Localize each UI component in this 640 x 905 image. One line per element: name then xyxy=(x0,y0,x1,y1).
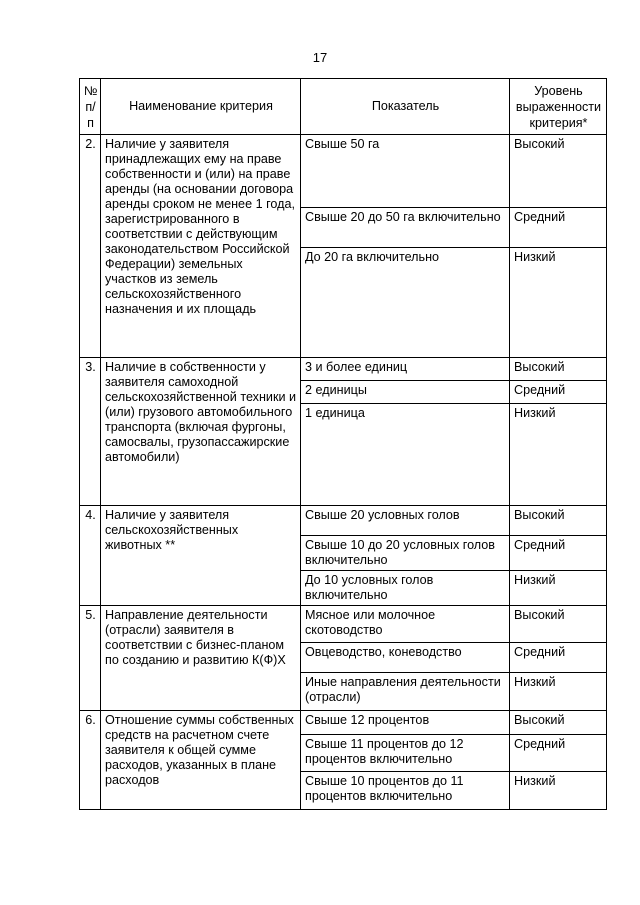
indicator-cell: Иные направления деятельности (отрасли) xyxy=(301,673,510,711)
criterion-name: Наличие в собственности у заявителя самоходной сельскохозяйственной техники и (или) грузового автомобильного транспорта (включая фургоны, самосвалы, грузопассажирские автомобили) xyxy=(101,358,301,506)
header-number: № п/п xyxy=(80,79,101,135)
indicator-cell: 2 единицы xyxy=(301,381,510,404)
row-number: 3. xyxy=(80,358,101,506)
level-cell: Средний xyxy=(510,643,607,673)
row-number: 6. xyxy=(80,711,101,810)
table-row xyxy=(80,135,607,208)
level-cell: Низкий xyxy=(510,404,607,506)
level-cell: Средний xyxy=(510,536,607,571)
level-cell: Средний xyxy=(510,208,607,248)
criterion-name: Отношение суммы собственных средств на расчетном счете заявителя к общей сумме расходов, указанных в плане расходов xyxy=(101,711,301,810)
level-cell: Низкий xyxy=(510,571,607,606)
indicator-cell: Свыше 11 процентов до 12 процентов включительно xyxy=(301,735,510,772)
level-cell: Средний xyxy=(510,381,607,404)
indicator-cell: Овцеводство, коневодство xyxy=(301,643,510,673)
indicator-cell: Свыше 20 условных голов xyxy=(301,506,510,536)
page-number: 17 xyxy=(312,50,328,65)
level-cell: Высокий xyxy=(510,506,607,536)
level-cell: Низкий xyxy=(510,248,607,358)
row-number: 2. xyxy=(80,135,101,358)
indicator-cell: Свыше 12 процентов xyxy=(301,711,510,735)
table-row xyxy=(80,606,607,643)
indicator-cell: 3 и более единиц xyxy=(301,358,510,381)
level-cell: Высокий xyxy=(510,358,607,381)
header-indicator: Показатель xyxy=(301,79,510,135)
indicator-cell: До 20 га включительно xyxy=(301,248,510,358)
row-number: 4. xyxy=(80,506,101,606)
indicator-cell: Свыше 50 га xyxy=(301,135,510,208)
table-header-row xyxy=(80,79,607,135)
table-row xyxy=(80,358,607,381)
level-cell: Высокий xyxy=(510,606,607,643)
level-cell: Средний xyxy=(510,735,607,772)
indicator-cell: Свыше 20 до 50 га включительно xyxy=(301,208,510,248)
indicator-cell: Свыше 10 до 20 условных голов включительно xyxy=(301,536,510,571)
level-cell: Высокий xyxy=(510,135,607,208)
indicator-cell: 1 единица xyxy=(301,404,510,506)
level-cell: Низкий xyxy=(510,673,607,711)
level-cell: Высокий xyxy=(510,711,607,735)
level-cell: Низкий xyxy=(510,772,607,810)
indicator-cell: До 10 условных голов включительно xyxy=(301,571,510,606)
indicator-cell: Мясное или молочное скотоводство xyxy=(301,606,510,643)
table-row xyxy=(80,711,607,735)
criteria-table xyxy=(79,78,607,810)
criterion-name: Направление деятельности (отрасли) заявителя в соответствии с бизнес-планом по созданию и развитию К(Ф)Х xyxy=(101,606,301,711)
table-row xyxy=(80,506,607,536)
indicator-cell: Свыше 10 процентов до 11 процентов включительно xyxy=(301,772,510,810)
criterion-name: Наличие у заявителя принадлежащих ему на праве собственности и (или) на праве аренды (на основании договора аренды сроком не менее 1 года, зарегистрированного в соответствии с действующим законодательством Российской Федерации) земельных участков из земель сельскохозяйственного назначения и их площадь xyxy=(101,135,301,358)
row-number: 5. xyxy=(80,606,101,711)
header-criterion: Наименование критерия xyxy=(101,79,301,135)
header-level: Уровень выраженности критерия* xyxy=(510,79,607,135)
criterion-name: Наличие у заявителя сельскохозяйственных животных ** xyxy=(101,506,301,606)
